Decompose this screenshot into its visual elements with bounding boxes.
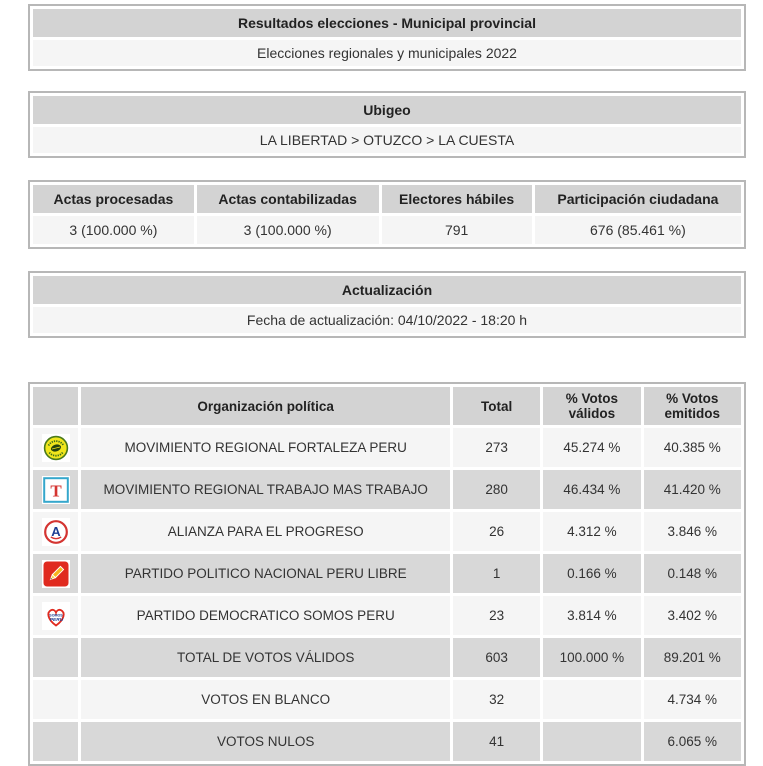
icon-column-header bbox=[33, 387, 78, 425]
stats-table bbox=[28, 180, 746, 249]
table-row bbox=[33, 722, 741, 761]
table-row bbox=[33, 470, 741, 509]
results-table bbox=[28, 382, 746, 766]
results-header-row bbox=[33, 387, 741, 425]
breadcrumb: LA LIBERTAD > OTUZCO > LA CUESTA bbox=[33, 127, 741, 153]
party-total: 280 bbox=[453, 470, 540, 509]
pct-valid-column-header: % Votos válidos bbox=[543, 387, 640, 425]
blank-votes-pct-cast: 4.734 % bbox=[644, 680, 741, 719]
somos-peru-logo bbox=[42, 602, 70, 630]
party-name: ALIANZA PARA EL PROGRESO bbox=[81, 512, 450, 551]
party-pct-valid: 46.434 % bbox=[543, 470, 640, 509]
party-pct-cast: 40.385 % bbox=[644, 428, 741, 467]
peru-libre-logo bbox=[42, 560, 70, 588]
null-votes-pct-valid bbox=[543, 722, 640, 761]
empty-logo-cell bbox=[33, 722, 78, 761]
update-box bbox=[28, 271, 746, 338]
party-name: PARTIDO POLITICO NACIONAL PERU LIBRE bbox=[81, 554, 450, 593]
party-pct-cast: 41.420 % bbox=[644, 470, 741, 509]
null-votes-label: VOTOS NULOS bbox=[81, 722, 450, 761]
stats-value-actas-procesadas: 3 (100.000 %) bbox=[33, 216, 194, 244]
party-pct-cast: 0.148 % bbox=[644, 554, 741, 593]
organization-column-header: Organización política bbox=[81, 387, 450, 425]
stats-label-actas-procesadas: Actas procesadas bbox=[33, 185, 194, 213]
stats-label-actas-contabilizadas: Actas contabilizadas bbox=[197, 185, 379, 213]
party-pct-cast: 3.402 % bbox=[644, 596, 741, 635]
trabajo-mas-trabajo-logo bbox=[42, 476, 70, 504]
empty-logo-cell bbox=[33, 638, 78, 677]
party-logo-cell bbox=[33, 554, 78, 593]
total-valid-pct-cast: 89.201 % bbox=[644, 638, 741, 677]
empty-logo-cell bbox=[33, 680, 78, 719]
stats-label-participacion: Participación ciudadana bbox=[535, 185, 741, 213]
party-logo-cell bbox=[33, 596, 78, 635]
blank-votes-total: 32 bbox=[453, 680, 540, 719]
table-row bbox=[33, 680, 741, 719]
stats-value-electores-habiles: 791 bbox=[382, 216, 532, 244]
party-name: MOVIMIENTO REGIONAL TRABAJO MAS TRABAJO bbox=[81, 470, 450, 509]
null-votes-total: 41 bbox=[453, 722, 540, 761]
party-name: MOVIMIENTO REGIONAL FORTALEZA PERU bbox=[81, 428, 450, 467]
party-pct-cast: 3.846 % bbox=[644, 512, 741, 551]
party-logo-cell bbox=[33, 512, 78, 551]
total-valid-votes: 603 bbox=[453, 638, 540, 677]
table-row bbox=[33, 554, 741, 593]
blank-votes-label: VOTOS EN BLANCO bbox=[81, 680, 450, 719]
stats-header-row bbox=[33, 185, 741, 213]
total-valid-pct-valid: 100.000 % bbox=[543, 638, 640, 677]
party-logo-cell bbox=[33, 428, 78, 467]
table-row bbox=[33, 596, 741, 635]
party-logo-cell bbox=[33, 470, 78, 509]
results-title-box bbox=[28, 4, 746, 71]
party-pct-valid: 4.312 % bbox=[543, 512, 640, 551]
table-row bbox=[33, 428, 741, 467]
svg-text:A: A bbox=[50, 523, 61, 539]
election-name: Elecciones regionales y municipales 2022 bbox=[33, 40, 741, 66]
stats-value-row bbox=[33, 216, 741, 244]
pct-cast-column-header: % Votos emitidos bbox=[644, 387, 741, 425]
svg-text:SOMOS: SOMOS bbox=[48, 613, 63, 618]
party-total: 26 bbox=[453, 512, 540, 551]
party-total: 1 bbox=[453, 554, 540, 593]
party-total: 23 bbox=[453, 596, 540, 635]
null-votes-pct-cast: 6.065 % bbox=[644, 722, 741, 761]
fortaleza-peru-logo bbox=[42, 434, 70, 462]
ubigeo-title: Ubigeo bbox=[33, 96, 741, 124]
party-pct-valid: 45.274 % bbox=[543, 428, 640, 467]
table-row bbox=[33, 638, 741, 677]
blank-votes-pct-valid bbox=[543, 680, 640, 719]
page-title: Resultados elecciones - Municipal provincial bbox=[33, 9, 741, 37]
stats-label-electores-habiles: Electores hábiles bbox=[382, 185, 532, 213]
party-total: 273 bbox=[453, 428, 540, 467]
svg-text:PERU: PERU bbox=[49, 617, 63, 623]
party-pct-valid: 3.814 % bbox=[543, 596, 640, 635]
party-name: PARTIDO DEMOCRATICO SOMOS PERU bbox=[81, 596, 450, 635]
total-column-header: Total bbox=[453, 387, 540, 425]
table-row bbox=[33, 512, 741, 551]
party-pct-valid: 0.166 % bbox=[543, 554, 640, 593]
page-content bbox=[28, 4, 746, 766]
update-title: Actualización bbox=[33, 276, 741, 304]
alianza-para-el-progreso-logo bbox=[42, 518, 70, 546]
total-valid-label: TOTAL DE VOTOS VÁLIDOS bbox=[81, 638, 450, 677]
svg-text:T: T bbox=[49, 481, 62, 500]
update-date: Fecha de actualización: 04/10/2022 - 18:20 h bbox=[33, 307, 741, 333]
stats-value-actas-contabilizadas: 3 (100.000 %) bbox=[197, 216, 379, 244]
ubigeo-box bbox=[28, 91, 746, 158]
stats-value-participacion: 676 (85.461 %) bbox=[535, 216, 741, 244]
